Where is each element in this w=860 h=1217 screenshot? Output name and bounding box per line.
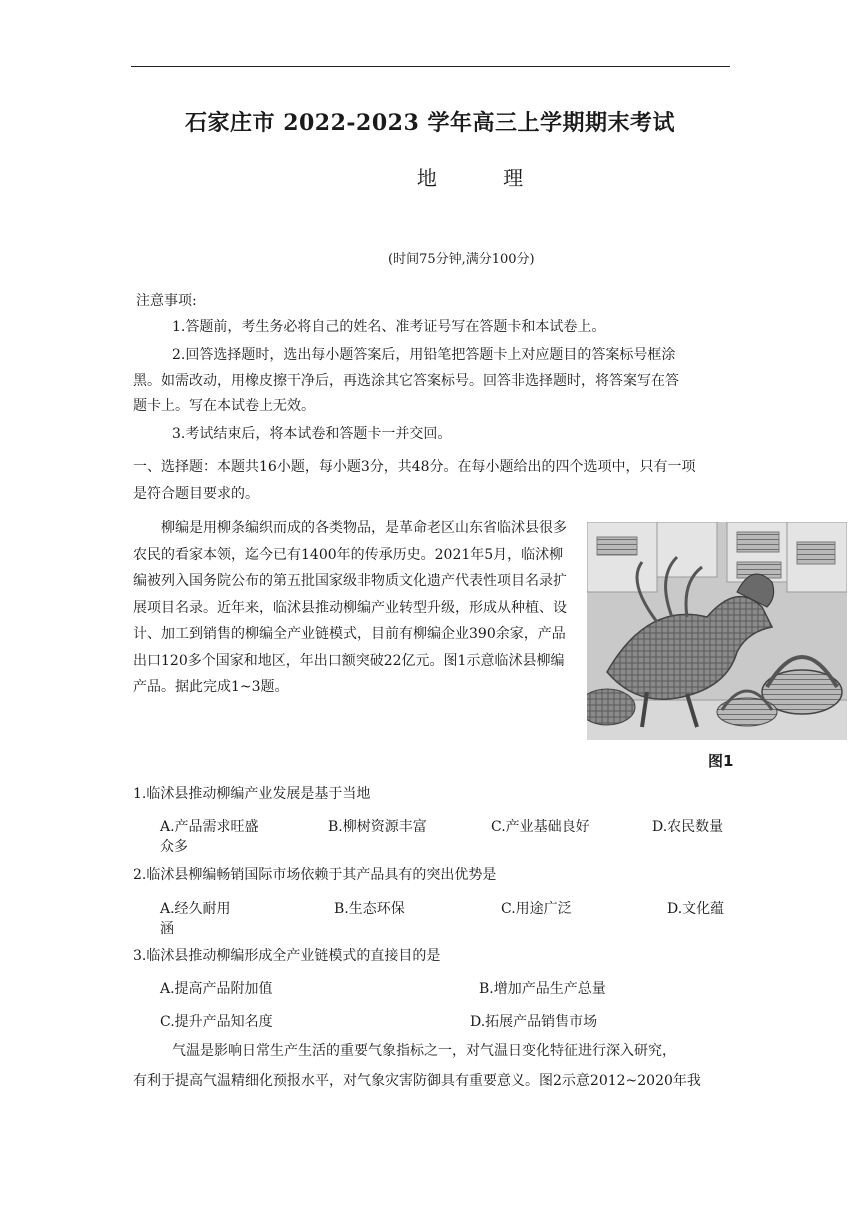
section-1-intro-line-1: 一、选择题：本题共16小题，每小题3分，共48分。在每小题给出的四个选项中，只有一项 — [133, 459, 696, 475]
exam-title: 石家庄市 2022-2023 学年高三上学期期末考试 — [185, 110, 675, 136]
question-3-option-d: D.拓展产品销售市场 — [470, 1014, 598, 1030]
question-2-option-b: B.生态环保 — [334, 901, 405, 917]
notice-item-3: 3.考试结束后，将本试卷和答题卡一并交回。 — [172, 426, 452, 442]
question-2-option-d: D.文化蕴 — [667, 901, 725, 917]
question-3-option-a: A.提高产品附加值 — [160, 981, 273, 997]
section-1-intro-line-2: 是符合题目要求的。 — [133, 486, 259, 502]
question-1-option-d: D.农民数量 — [652, 819, 724, 835]
question-1-stem: 1.临沭县推动柳编产业发展是基于当地 — [133, 786, 371, 802]
passage-1: 柳编是用柳条编织而成的各类物品，是革命老区山东省临沭县很多农民的看家本领，迄今已有1400年的传承历史。2021年5月，临沭柳编被列入国务院公布的第五批国家级非物质文化遗产代表性项目名录扩展项目名录。近年来，临沭县推动柳编产业转型升级，形成从种植、设计、加工到销售的柳编全产业链模式，目前有柳编企业390余家，产品出口120多个国家和地区，年出口额突破22亿元。图1示意临沭县柳编产品。据此完成1~3题。 — [133, 520, 567, 695]
question-2-option-d-continued: 涵 — [160, 921, 174, 937]
passage-2-line-2: 有利于提高气温精细化预报水平，对气象灾害防御具有重要意义。图2示意2012~2020年我 — [133, 1073, 701, 1089]
question-2-stem: 2.临沭县柳编畅销国际市场依赖于其产品具有的突出优势是 — [133, 867, 497, 883]
question-1-option-d-continued: 众多 — [160, 839, 188, 855]
figure-1-label: 图1 — [708, 752, 734, 770]
question-2-option-a: A.经久耐用 — [160, 901, 231, 917]
question-3-stem: 3.临沭县推动柳编形成全产业链模式的直接目的是 — [133, 948, 441, 964]
notice-item-2-line-1: 2.回答选择题时，选出每小题答案后，用铅笔把答题卡上对应题目的答案标号框涂 — [172, 347, 676, 363]
question-2-option-c: C.用途广泛 — [501, 901, 572, 917]
passage-2-line-1: 气温是影响日常生产生活的重要气象指标之一，对气温日变化特征进行深入研究， — [172, 1043, 676, 1059]
question-1-option-a: A.产品需求旺盛 — [160, 819, 259, 835]
top-rule — [131, 66, 730, 67]
question-3-option-b: B.增加产品生产总量 — [479, 981, 606, 997]
question-1-option-b: B.柳树资源丰富 — [328, 819, 427, 835]
question-1-option-c: C.产业基础良好 — [491, 819, 590, 835]
notice-heading: 注意事项: — [136, 293, 197, 309]
notice-item-2-line-2: 黑。如需改动，用橡皮擦干净后，再选涂其它答案标号。回答非选择题时，将答案写在答 — [133, 373, 679, 389]
wicker-products-photo — [587, 522, 847, 740]
question-3-option-c: C.提升产品知名度 — [160, 1014, 273, 1030]
time-info: (时间75分钟,满分100分) — [388, 252, 535, 267]
notice-item-2-line-3: 题卡上。写在本试卷上无效。 — [133, 398, 315, 414]
subject-title: 地 理 — [416, 166, 554, 190]
notice-item-1: 1.答题前，考生务必将自己的姓名、准考证号写在答题卡和本试卷上。 — [172, 319, 606, 335]
